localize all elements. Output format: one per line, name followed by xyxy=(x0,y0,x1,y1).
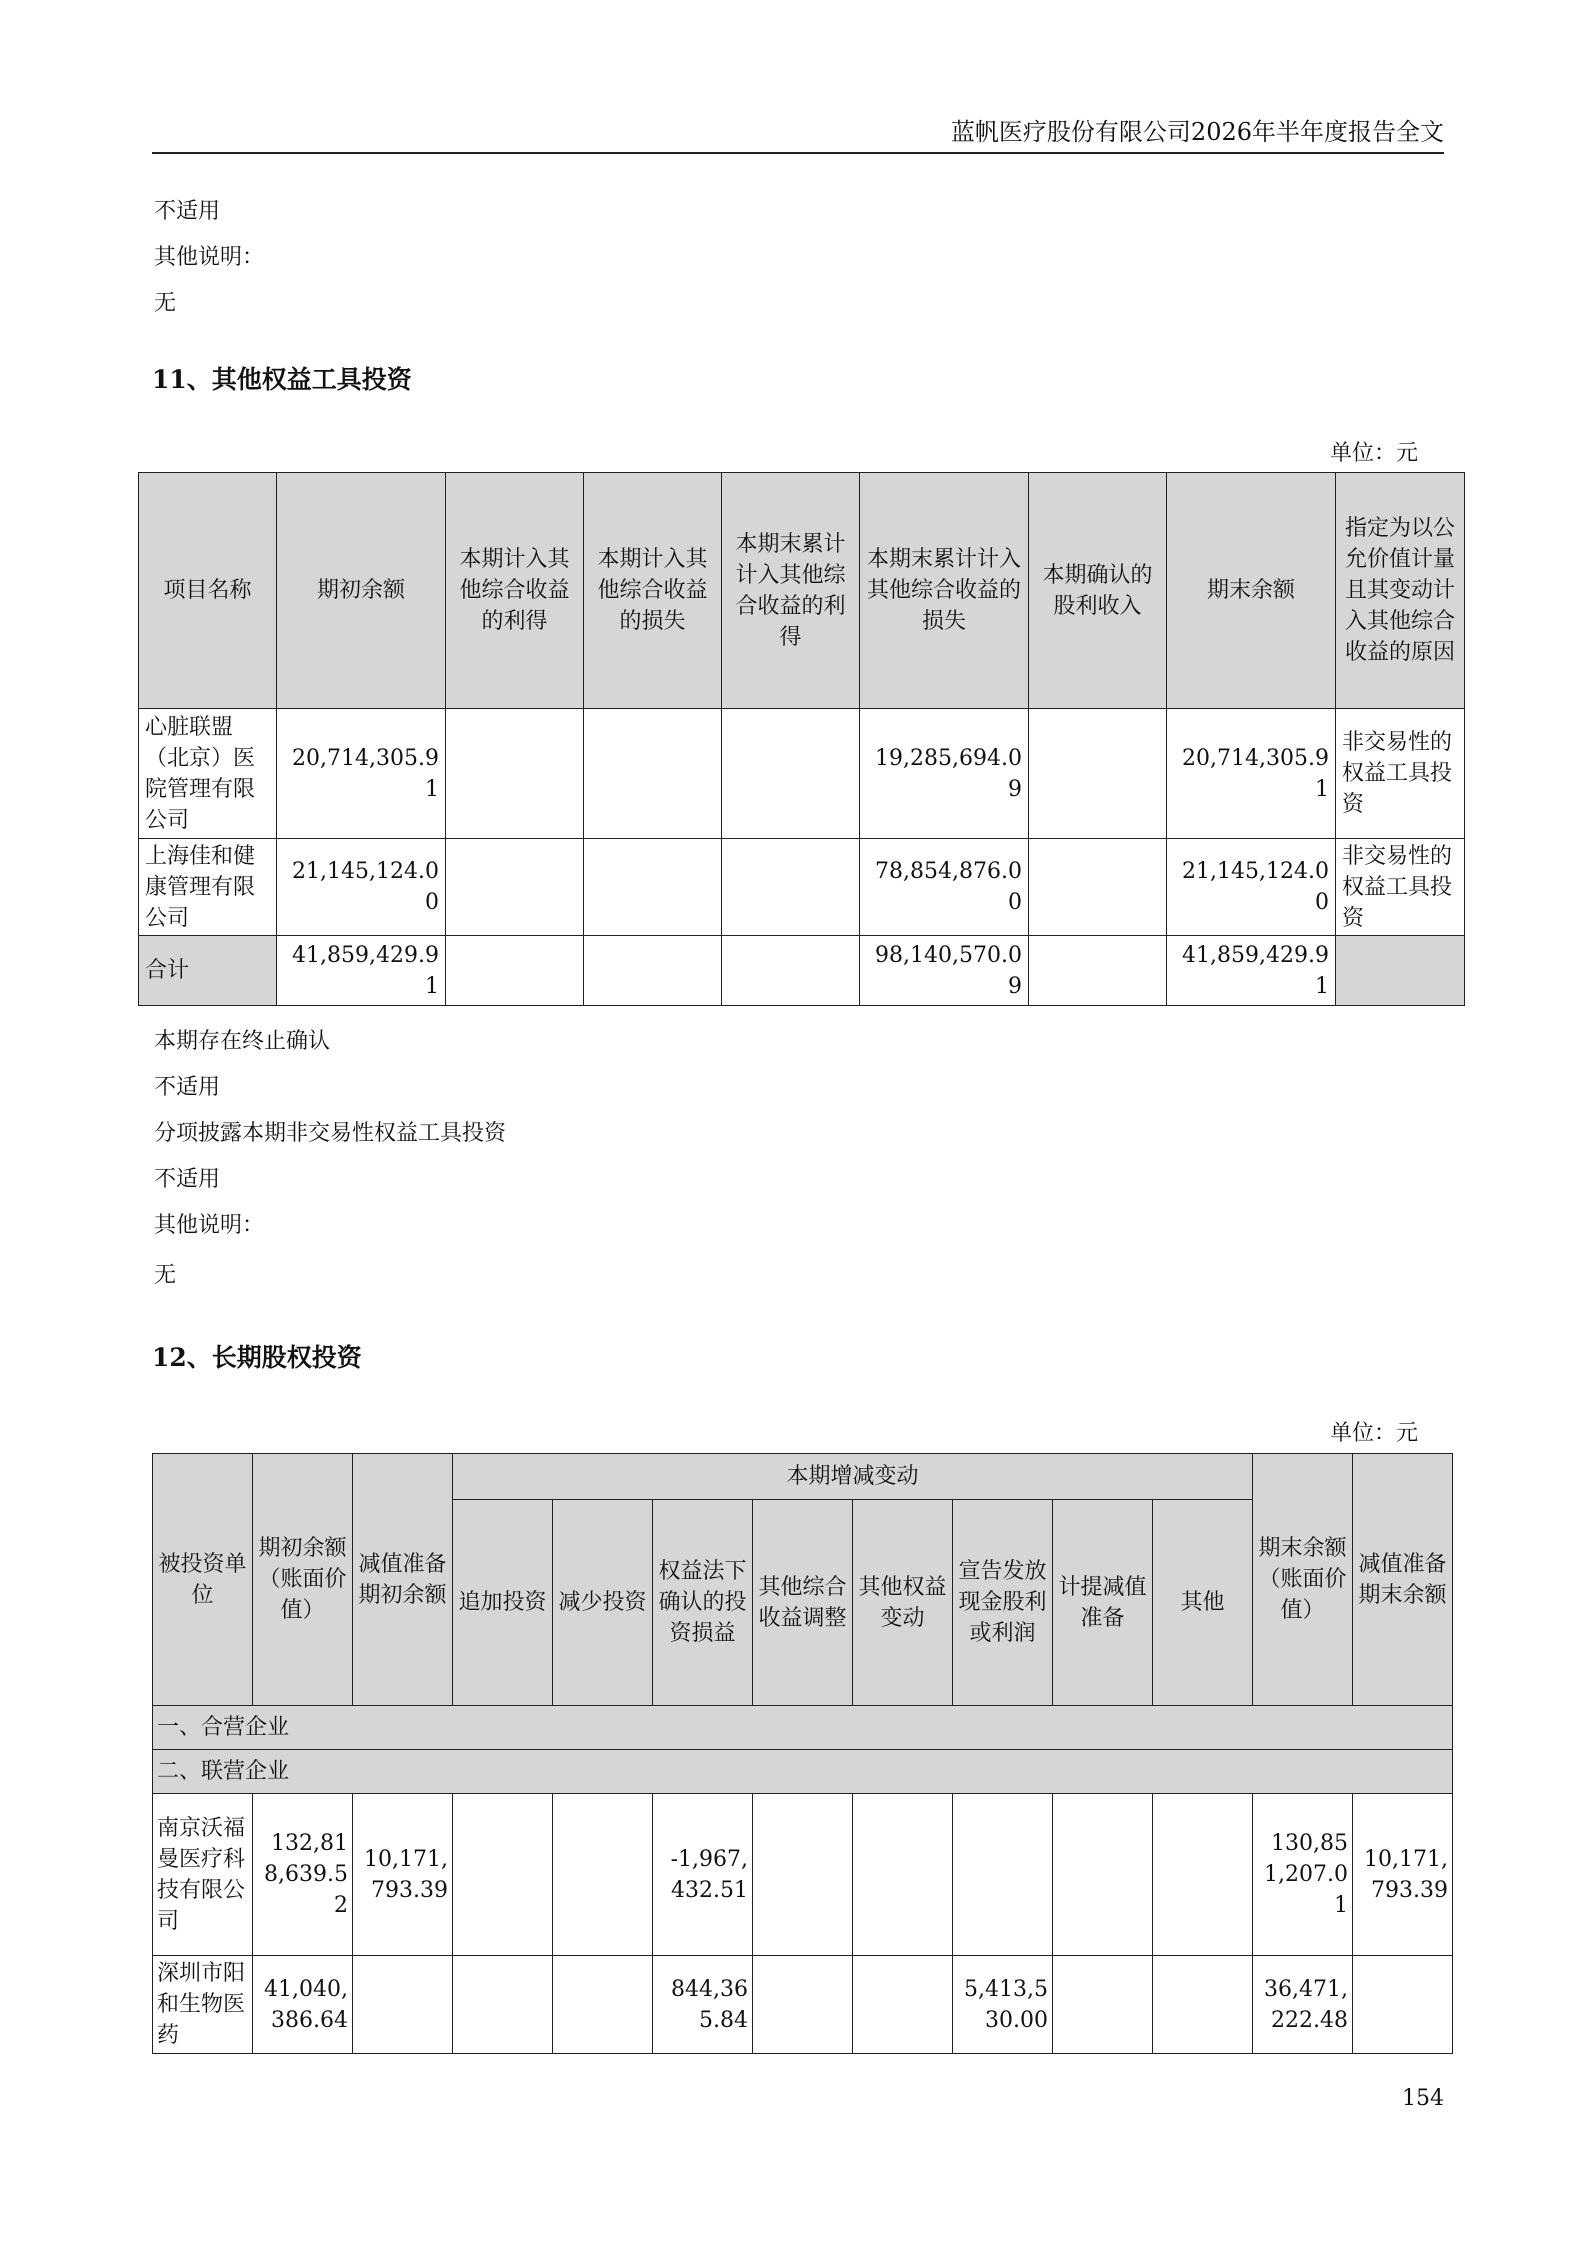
header-cumulative-gain: 本期末累计计入其他综合收益的利得 xyxy=(722,473,860,709)
closing-book-value: 36,471,222.48 xyxy=(1253,1956,1353,2054)
header-dividend-income: 本期确认的股利收入 xyxy=(1029,473,1167,709)
itemized-disclosure-note: 分项披露本期非交易性权益工具投资 xyxy=(154,1121,507,1146)
other-change xyxy=(1153,1956,1253,2054)
header-period-gain: 本期计入其他综合收益的利得 xyxy=(446,473,584,709)
total-designation-reason xyxy=(1336,936,1465,1006)
table-header-row xyxy=(139,473,1465,709)
cumulative-loss: 19,285,694.09 xyxy=(860,709,1029,839)
not-applicable-text: 不适用 xyxy=(154,199,221,224)
total-period-gain xyxy=(446,936,584,1006)
header-closing-book-value: 期末余额（账面价值） xyxy=(1253,1454,1353,1706)
impairment-opening xyxy=(353,1956,453,2054)
investee-name: 深圳市阳和生物医药 xyxy=(153,1956,253,2054)
reduced-investment xyxy=(553,1794,653,1956)
header-closing-balance: 期末余额 xyxy=(1167,473,1336,709)
impairment-closing: 10,171,793.39 xyxy=(1353,1794,1453,1956)
other-notes-label: 其他说明： xyxy=(154,1213,265,1238)
additional-investment xyxy=(453,1794,553,1956)
group-label-associates: 二、联营企业 xyxy=(153,1750,1453,1794)
table-row xyxy=(153,1794,1453,1956)
designation-reason: 非交易性的权益工具投资 xyxy=(1336,839,1465,936)
other-equity-change xyxy=(853,1956,953,2054)
period-gain xyxy=(446,709,584,839)
total-closing-balance: 41,859,429.91 xyxy=(1167,936,1336,1006)
page-number: 154 xyxy=(1402,2086,1444,2111)
section-11-title: 11、其他权益工具投资 xyxy=(152,365,412,394)
equity-method-income: -1,967,432.51 xyxy=(653,1794,753,1956)
period-gain xyxy=(446,839,584,936)
cumulative-loss: 78,854,876.00 xyxy=(860,839,1029,936)
header-cumulative-loss: 本期末累计计入其他综合收益的损失 xyxy=(860,473,1029,709)
oci-adjustment xyxy=(753,1956,853,2054)
total-row xyxy=(139,936,1465,1006)
cumulative-gain xyxy=(722,839,860,936)
closing-balance: 21,145,124.00 xyxy=(1167,839,1336,936)
equity-method-income: 844,365.84 xyxy=(653,1956,753,2054)
header-opening-balance: 期初余额 xyxy=(277,473,446,709)
header-impairment-provision: 计提减值准备 xyxy=(1053,1500,1153,1706)
other-notes-text: 无 xyxy=(154,1263,177,1288)
impairment-provision xyxy=(1053,1794,1153,1956)
header-cash-dividend: 宣告发放现金股利或利润 xyxy=(953,1500,1053,1706)
dividend-income xyxy=(1029,839,1167,936)
long-term-equity-investment-table xyxy=(152,1453,1453,2054)
header-investee: 被投资单位 xyxy=(153,1454,253,1706)
opening-balance: 20,714,305.91 xyxy=(277,709,446,839)
total-opening-balance: 41,859,429.91 xyxy=(277,936,446,1006)
header-oci-adjustment: 其他综合收益调整 xyxy=(753,1500,853,1706)
closing-book-value: 130,851,207.01 xyxy=(1253,1794,1353,1956)
header-period-loss: 本期计入其他综合收益的损失 xyxy=(584,473,722,709)
other-notes-text: 无 xyxy=(154,291,177,316)
other-change xyxy=(1153,1794,1253,1956)
header-other-equity-change: 其他权益变动 xyxy=(853,1500,953,1706)
total-period-loss xyxy=(584,936,722,1006)
investee-name: 南京沃福曼医疗科技有限公司 xyxy=(153,1794,253,1956)
period-loss xyxy=(584,709,722,839)
closing-balance: 20,714,305.91 xyxy=(1167,709,1336,839)
derecognition-note: 本期存在终止确认 xyxy=(154,1029,331,1054)
header-additional-investment: 追加投资 xyxy=(453,1500,553,1706)
designation-reason: 非交易性的权益工具投资 xyxy=(1336,709,1465,839)
dividend-income xyxy=(1029,709,1167,839)
header-impairment-closing: 减值准备期末余额 xyxy=(1353,1454,1453,1706)
other-equity-investment-table xyxy=(138,472,1465,1006)
total-cumulative-loss: 98,140,570.09 xyxy=(860,936,1029,1006)
other-notes-label: 其他说明： xyxy=(154,245,265,270)
table-row xyxy=(139,839,1465,936)
header-opening-book-value: 期初余额（账面价值） xyxy=(253,1454,353,1706)
additional-investment xyxy=(453,1956,553,2054)
header-other: 其他 xyxy=(1153,1500,1253,1706)
section-12-title: 12、长期股权投资 xyxy=(152,1343,362,1372)
impairment-closing xyxy=(1353,1956,1453,2054)
header-designation-reason: 指定为以公允价值计量且其变动计入其他综合收益的原因 xyxy=(1336,473,1465,709)
section-11-unit: 单位：元 xyxy=(1330,441,1419,466)
group-label-joint-ventures: 一、合营企业 xyxy=(153,1706,1453,1750)
impairment-provision xyxy=(1053,1956,1153,2054)
group-row xyxy=(153,1750,1453,1794)
total-dividend-income xyxy=(1029,936,1167,1006)
header-equity-method-income: 权益法下确认的投资损益 xyxy=(653,1500,753,1706)
reduced-investment xyxy=(553,1956,653,2054)
cash-dividend: 5,413,530.00 xyxy=(953,1956,1053,2054)
cumulative-gain xyxy=(722,709,860,839)
item-name: 心脏联盟（北京）医院管理有限公司 xyxy=(139,709,277,839)
table-header-row xyxy=(153,1454,1453,1500)
page-header xyxy=(152,112,1444,154)
header-impairment-opening: 减值准备期初余额 xyxy=(353,1454,453,1706)
group-row xyxy=(153,1706,1453,1750)
period-loss xyxy=(584,839,722,936)
table-row xyxy=(139,709,1465,839)
section-12-unit: 单位：元 xyxy=(1330,1421,1419,1446)
opening-balance: 21,145,124.00 xyxy=(277,839,446,936)
not-applicable-text: 不适用 xyxy=(154,1167,221,1192)
header-reduced-investment: 减少投资 xyxy=(553,1500,653,1706)
opening-book-value: 41,040,386.64 xyxy=(253,1956,353,2054)
total-cumulative-gain xyxy=(722,936,860,1006)
item-name: 上海佳和健康管理有限公司 xyxy=(139,839,277,936)
impairment-opening: 10,171,793.39 xyxy=(353,1794,453,1956)
report-title: 蓝帆医疗股份有限公司2026年半年度报告全文 xyxy=(950,118,1444,146)
table-row xyxy=(153,1956,1453,2054)
other-equity-change xyxy=(853,1794,953,1956)
total-label: 合计 xyxy=(139,936,277,1006)
cash-dividend xyxy=(953,1794,1053,1956)
header-period-changes: 本期增减变动 xyxy=(453,1454,1253,1500)
header-item-name: 项目名称 xyxy=(139,473,277,709)
not-applicable-text: 不适用 xyxy=(154,1075,221,1100)
opening-book-value: 132,818,639.52 xyxy=(253,1794,353,1956)
oci-adjustment xyxy=(753,1794,853,1956)
